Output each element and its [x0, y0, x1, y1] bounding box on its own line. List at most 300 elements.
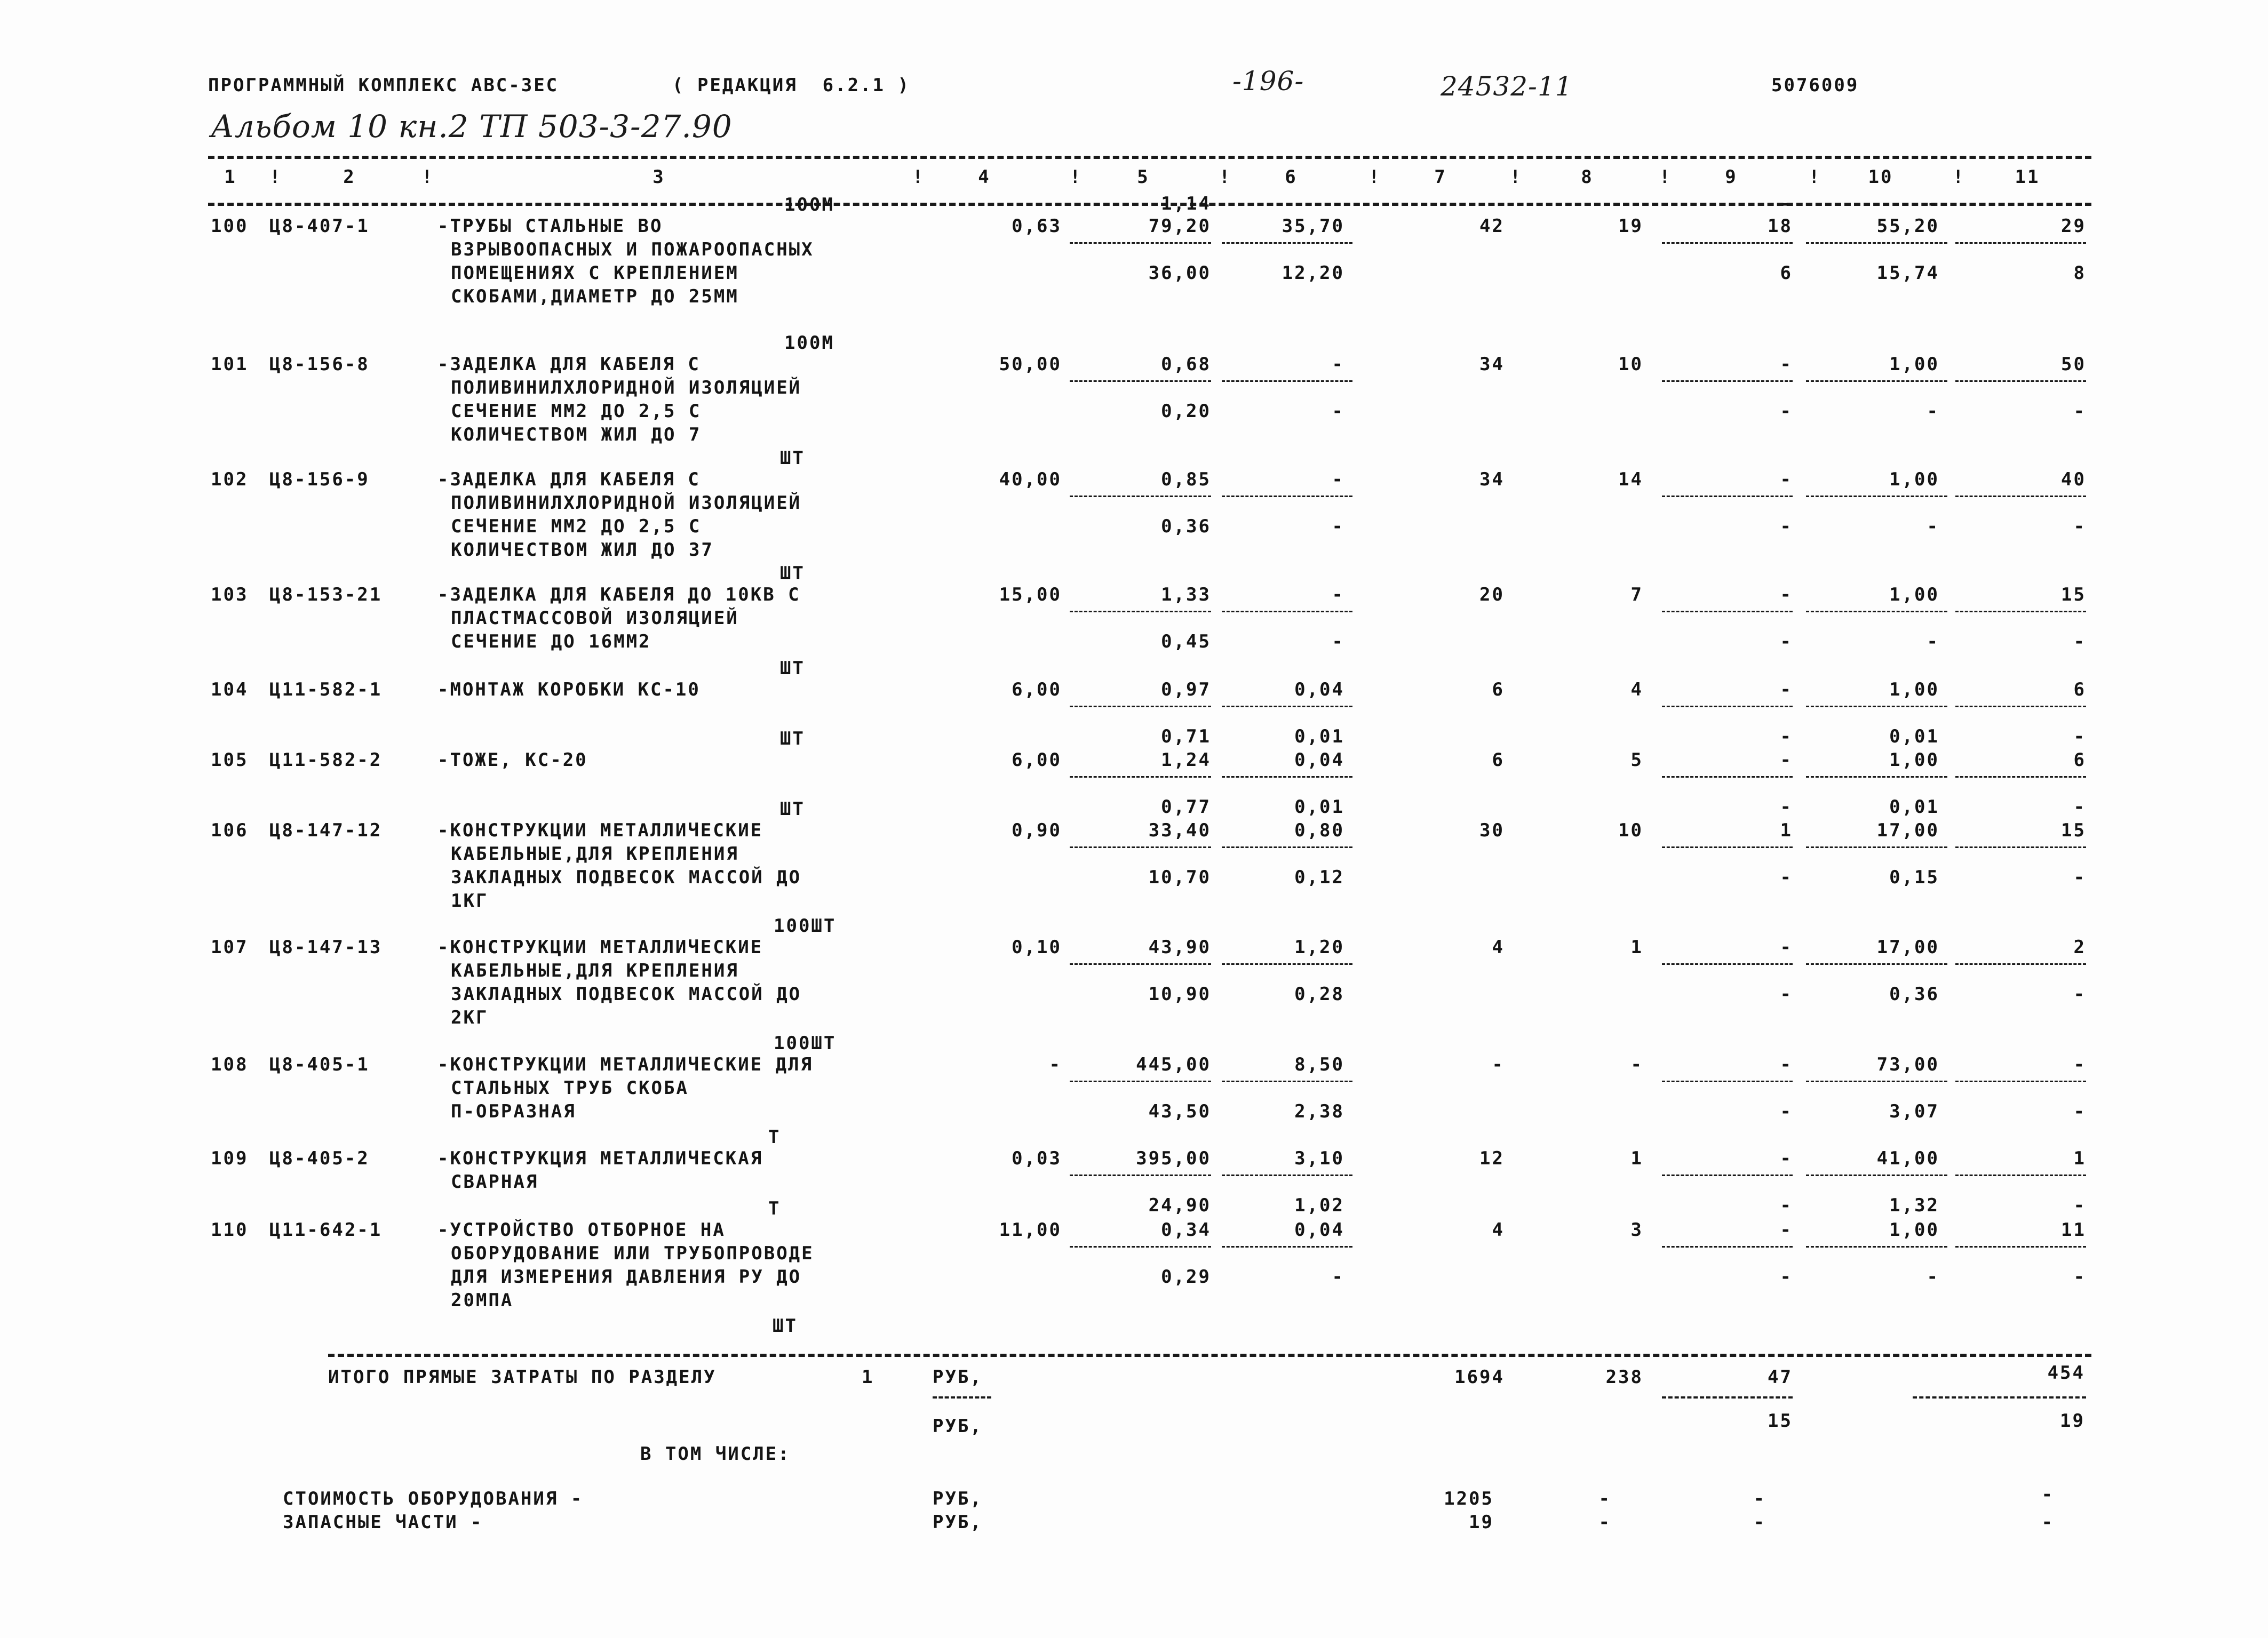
table-row-109-col11-rule [1955, 1174, 2086, 1176]
table-row-101-col4: 50,00 [999, 354, 1062, 375]
table-row-104-col6-rule [1222, 706, 1352, 707]
equipment-col8: - [1598, 1488, 1611, 1509]
table-row-106-col4: 0,90 [1012, 820, 1062, 841]
table-row-109-number: 109 [211, 1148, 249, 1169]
column-separator: ! [421, 166, 434, 188]
table-row-101-description: КОЛИЧЕСТВОМ ЖИЛ ДО 7 [451, 424, 702, 445]
table-row-103-col5-bottom: 0,45 [1161, 631, 1211, 652]
table-row-104-col9-bottom: - [1780, 726, 1793, 747]
table-row-106-col10-rule [1806, 846, 1947, 848]
table-row-108-col6-bottom: 2,38 [1294, 1101, 1344, 1122]
table-row-102-col11-bottom: - [2073, 516, 2086, 537]
table-row-104-col10-top: 1,00 [1889, 679, 1939, 700]
table-row-108-col9-rule [1662, 1081, 1793, 1082]
table-row-105-description: -ТОЖЕ, КС-20 [437, 749, 588, 771]
table-row-110-col11-bottom: - [2073, 1266, 2086, 1288]
table-row-109-col6-top: 3,10 [1294, 1148, 1344, 1169]
table-row-110-col7: 4 [1492, 1219, 1505, 1241]
table-row-100-col6-rule [1222, 242, 1352, 244]
table-row-106-col11-rule [1955, 846, 2086, 848]
table-row-102-col6-bottom: - [1332, 516, 1344, 537]
table-row-103-col9-top: - [1780, 584, 1793, 605]
table-row-106-code: Ц8-147-12 [269, 820, 383, 841]
table-row-100-description: СКОБАМИ,ДИАМЕТР ДО 25ММ [451, 286, 739, 307]
table-row-110-col10-bottom: - [1927, 1266, 1939, 1288]
table-row-102-description: КОЛИЧЕСТВОМ ЖИЛ ДО 37 [451, 539, 714, 561]
table-row-104-description: -МОНТАЖ КОРОБКИ КС-10 [437, 679, 701, 700]
table-row-108-col9-top: - [1780, 1054, 1793, 1075]
table-row-100-col5-rule [1070, 242, 1211, 244]
table-row-102-number: 102 [211, 469, 249, 490]
table-row-100-col5-bottom: 36,00 [1148, 262, 1211, 284]
table-row-102-unit: ШТ [780, 448, 805, 469]
table-row-110-col9-rule [1662, 1246, 1793, 1248]
table-row-106-col5-bottom: 10,70 [1148, 867, 1211, 888]
table-row-107-description: ЗАКЛАДНЫХ ПОДВЕСОК МАССОЙ ДО [451, 984, 802, 1005]
table-row-102-col6-top: - [1332, 469, 1344, 490]
table-row-102-col10-top: 1,00 [1889, 469, 1939, 490]
table-row-104-col11-top: 6 [2073, 679, 2086, 700]
table-row-100-unit: 100М [784, 194, 834, 215]
table-row-103-description: ПЛАСТМАССОВОЙ ИЗОЛЯЦИЕЙ [451, 608, 739, 629]
column-header-1: 1 [224, 166, 237, 188]
table-row-105-unit: ШТ [780, 728, 805, 749]
edition: ( РЕДАКЦИЯ 6.2.1 ) [672, 75, 910, 96]
column-header-6: 6 [1285, 166, 1298, 188]
table-row-101-col5-bottom: 0,20 [1161, 401, 1211, 422]
program-name: ПРОГРАММНЫЙ КОМПЛЕКС АВС-3ЕС [208, 75, 559, 96]
table-row-109-col4: 0,03 [1012, 1148, 1062, 1169]
table-row-100-col11-bottom: 8 [2073, 262, 2086, 284]
table-row-105-col6-top: 0,04 [1294, 749, 1344, 771]
table-row-108-code: Ц8-405-1 [269, 1054, 370, 1075]
table-row-110-col8: 3 [1630, 1219, 1643, 1241]
table-row-102-description: -ЗАДЕЛКА ДЛЯ КАБЕЛЯ С [437, 469, 701, 490]
table-row-102-col5-rule [1070, 496, 1211, 497]
table-row-101-col9-top: - [1780, 354, 1793, 375]
table-row-104-col8: 4 [1630, 679, 1643, 700]
table-row-107-col11-rule [1955, 963, 2086, 965]
table-row-103-col6-top: - [1332, 584, 1344, 605]
table-row-110-col10-rule [1806, 1246, 1947, 1248]
table-row-101-col10-bottom: - [1927, 401, 1939, 422]
table-row-100-col6-top: 35,70 [1282, 215, 1344, 237]
table-row-106-col10-bottom: 0,15 [1889, 867, 1939, 888]
table-row-103-col7: 20 [1479, 584, 1505, 605]
table-row-107-col5-bottom: 10,90 [1148, 984, 1211, 1005]
table-row-106-col11-top: 15 [2061, 820, 2086, 841]
table-row-100-col10-rule [1806, 242, 1947, 244]
table-row-103-col6-bottom: - [1332, 631, 1344, 652]
table-row-100-col10-top: 55,20 [1876, 215, 1939, 237]
table-row-101-col8: 10 [1618, 354, 1643, 375]
totals-col11-top: 454 [2047, 1362, 2085, 1384]
table-row-107-code: Ц8-147-13 [269, 937, 383, 958]
table-row-101-col6-bottom: - [1332, 401, 1344, 422]
table-row-102-code: Ц8-156-9 [269, 469, 370, 490]
table-row-107-col5-top: 43,90 [1148, 937, 1211, 958]
table-row-101-description: СЕЧЕНИЕ ММ2 ДО 2,5 С [451, 401, 702, 422]
table-row-106-description: -КОНСТРУКЦИИ МЕТАЛЛИЧЕСКИЕ [437, 820, 763, 841]
table-row-102-description: СЕЧЕНИЕ ММ2 ДО 2,5 С [451, 516, 702, 537]
table-row-106-col7: 30 [1479, 820, 1505, 841]
totals-currency-2: РУБ, [933, 1416, 983, 1437]
table-row-110-description: 20МПА [451, 1290, 514, 1311]
table-row-106-col9-bottom: - [1780, 867, 1793, 888]
equipment-col9: - [1753, 1488, 1766, 1509]
table-row-102-description: ПОЛИВИНИЛХЛОРИДНОЙ ИЗОЛЯЦИЕЙ [451, 492, 802, 514]
table-row-104-col5-top: 0,97 [1161, 679, 1211, 700]
table-row-105-col10-rule [1806, 776, 1947, 778]
table-row-102-col7: 34 [1479, 469, 1505, 490]
table-row-102-col5-top: 0,85 [1161, 469, 1211, 490]
table-row-104-number: 104 [211, 679, 249, 700]
table-row-101-code: Ц8-156-8 [269, 354, 370, 375]
table-row-106-col10-top: 17,00 [1876, 820, 1939, 841]
table-row-100-col11-top: 29 [2061, 215, 2086, 237]
table-row-104-col6-bottom: 0,01 [1294, 726, 1344, 747]
table-row-104-code: Ц11-582-1 [269, 679, 383, 700]
table-row-101-col11-bottom: - [2073, 401, 2086, 422]
totals-label: ИТОГО ПРЯМЫЕ ЗАТРАТЫ ПО РАЗДЕЛУ [328, 1367, 717, 1388]
table-row-108-col5-bottom: 43,50 [1148, 1101, 1211, 1122]
equipment-currency: РУБ, [933, 1488, 983, 1509]
column-header-5: 5 [1137, 166, 1150, 188]
table-row-108-col6-top: 8,50 [1294, 1054, 1344, 1075]
table-row-104-col10-bottom: 0,01 [1889, 726, 1939, 747]
column-separator: ! [1510, 166, 1523, 188]
table-row-107-description: -КОНСТРУКЦИИ МЕТАЛЛИЧЕСКИЕ [437, 937, 763, 958]
table-row-102-col6-rule [1222, 496, 1352, 497]
table-row-101-number: 101 [211, 354, 249, 375]
spares-label: ЗАПАСНЫЕ ЧАСТИ - [283, 1512, 483, 1533]
table-row-101-col6-top: - [1332, 354, 1344, 375]
table-row-103-col10-bottom: - [1927, 631, 1939, 652]
table-row-103-col6-rule [1222, 611, 1352, 612]
spares-currency: РУБ, [933, 1512, 983, 1533]
table-row-103-description: -ЗАДЕЛКА ДЛЯ КАБЕЛЯ ДО 10КВ С [437, 584, 801, 605]
table-row-103-col11-rule [1955, 611, 2086, 612]
table-row-104-col9-rule [1662, 706, 1793, 707]
table-row-110-code: Ц11-642-1 [269, 1219, 383, 1241]
table-row-100-col8: 19 [1618, 215, 1643, 237]
table-row-108-col11-top: - [2073, 1054, 2086, 1075]
table-row-110-description: -УСТРОЙСТВО ОТБОРНОЕ НА [437, 1219, 726, 1241]
table-row-105-col9-bottom: - [1780, 796, 1793, 818]
table-row-105-col6-rule [1222, 776, 1352, 778]
table-row-104-col10-rule [1806, 706, 1947, 707]
table-row-106-description: КАБЕЛЬНЫЕ,ДЛЯ КРЕПЛЕНИЯ [451, 843, 739, 865]
table-row-102-col9-rule [1662, 496, 1793, 497]
table-row-101-description: -ЗАДЕЛКА ДЛЯ КАБЕЛЯ С [437, 354, 701, 375]
table-row-101-col5-rule [1070, 380, 1211, 382]
table-row-108-col7: - [1492, 1054, 1505, 1075]
table-row-108-col10-bottom: 3,07 [1889, 1101, 1939, 1122]
table-row-110-unit: Т [768, 1198, 781, 1219]
table-row-101-col10-top: 1,00 [1889, 354, 1939, 375]
table-row-109-description: -КОНСТРУКЦИЯ МЕТАЛЛИЧЕСКАЯ [437, 1148, 763, 1169]
table-row-110-col4: 11,00 [999, 1219, 1062, 1241]
table-row-107-col4: 0,10 [1012, 937, 1062, 958]
totals-section: 1 [862, 1367, 874, 1388]
table-row-101-col10-rule [1806, 380, 1947, 382]
document-number: 24532-11 [1441, 71, 1573, 102]
table-row-104-col9-top: - [1780, 679, 1793, 700]
table-row-110-col9-bottom: - [1780, 1266, 1793, 1288]
table-row-104-col6-top: 0,04 [1294, 679, 1344, 700]
column-header-2: 2 [343, 166, 356, 188]
table-row-109-col5-top: 395,00 [1136, 1148, 1211, 1169]
table-row-101-description: ПОЛИВИНИЛХЛОРИДНОЙ ИЗОЛЯЦИЕЙ [451, 377, 802, 398]
table-row-108-col9-bottom: - [1780, 1101, 1793, 1122]
table-row-100-col11-top: - [2073, 193, 2086, 214]
table-row-100-number: 100 [211, 215, 249, 237]
table-row-105-col6-bottom: 0,01 [1294, 796, 1344, 818]
table-row-110-col5-rule [1070, 1246, 1211, 1248]
table-row-107-description: КАБЕЛЬНЫЕ,ДЛЯ КРЕПЛЕНИЯ [451, 960, 739, 981]
table-row-106-description: 1КГ [451, 890, 489, 912]
equipment-col11: - [2041, 1484, 2054, 1505]
table-row-101-col9-rule [1662, 380, 1793, 382]
table-row-110-col6-bottom: - [1332, 1266, 1344, 1288]
table-row-109-col5-bottom: 24,90 [1148, 1195, 1211, 1216]
table-row-101-col11-rule [1955, 380, 2086, 382]
table-row-105-col11-rule [1955, 776, 2086, 778]
table-row-103-col9-bottom: - [1780, 631, 1793, 652]
table-row-100-col6-bottom: 12,20 [1282, 262, 1344, 284]
table-row-109-col6-rule [1222, 1174, 1352, 1176]
totals-col11-rule [1913, 1396, 2086, 1399]
table-row-109-unit: Т [768, 1126, 781, 1148]
table-row-107-col7: 4 [1492, 937, 1505, 958]
table-row-108-col10-top: 73,00 [1876, 1054, 1939, 1075]
table-row-100-col11-rule [1955, 242, 2086, 244]
table-row-107-col10-rule [1806, 963, 1947, 965]
table-row-110-col6-top: 0,04 [1294, 1219, 1344, 1241]
table-row-108-description: П-ОБРАЗНАЯ [451, 1101, 576, 1122]
table-row-109-col6-bottom: 1,02 [1294, 1195, 1344, 1216]
table-row-104-col11-rule [1955, 706, 2086, 707]
totals-currency-rule [933, 1396, 991, 1399]
column-separator: ! [1219, 166, 1232, 188]
table-row-107-number: 107 [211, 937, 249, 958]
table-row-102-col5-bottom: 0,36 [1161, 516, 1211, 537]
table-row-103-col4: 15,00 [999, 584, 1062, 605]
totals-rule [328, 1354, 2091, 1357]
spares-col11: - [2041, 1512, 2054, 1533]
table-row-101-unit: 100М [784, 332, 834, 354]
table-row-100-col9-top: - [1780, 193, 1793, 214]
table-row-100-col4: 0,63 [1012, 215, 1062, 237]
table-row-105-col5-rule [1070, 776, 1211, 778]
table-row-100-col9-bottom: 6 [1780, 262, 1793, 284]
table-row-102-col11-top: 40 [2061, 469, 2086, 490]
table-row-105-col11-top: 6 [2073, 749, 2086, 771]
table-row-100-col10-top: - [1927, 193, 1939, 214]
table-row-105-col7: 6 [1492, 749, 1505, 771]
table-row-101-col6-rule [1222, 380, 1352, 382]
column-header-10: 10 [1868, 166, 1893, 188]
table-row-103-col11-top: 15 [2061, 584, 2086, 605]
table-row-107-col10-bottom: 0,36 [1889, 984, 1939, 1005]
table-row-108-unit: 100ШТ [774, 1033, 837, 1054]
table-row-102-col4: 40,00 [999, 469, 1062, 490]
table-row-110-description: ДЛЯ ИЗМЕРЕНИЯ ДАВЛЕНИЯ РУ ДО [451, 1266, 802, 1288]
table-row-110-col9-top: - [1780, 1219, 1793, 1241]
album-reference: Альбом 10 кн.2 ТП 503-3-27.90 [211, 108, 733, 145]
table-row-100-description: ВЗРЫВООПАСНЫХ И ПОЖАРООПАСНЫХ [451, 239, 814, 260]
table-row-110-col10-top: 1,00 [1889, 1219, 1939, 1241]
table-row-106-col5-top: 33,40 [1148, 820, 1211, 841]
table-row-103-col11-bottom: - [2073, 631, 2086, 652]
column-separator: ! [1809, 166, 1821, 188]
equipment-col7: 1205 [1444, 1488, 1494, 1509]
table-row-105-col9-rule [1662, 776, 1793, 778]
table-row-104-col11-bottom: - [2073, 726, 2086, 747]
table-row-109-col5-rule [1070, 1174, 1211, 1176]
column-header-11: 11 [2015, 166, 2040, 188]
table-row-102-col10-bottom: - [1927, 516, 1939, 537]
table-row-105-number: 105 [211, 749, 249, 771]
table-row-107-col5-rule [1070, 963, 1211, 965]
including-label: В ТОМ ЧИСЛЕ: [640, 1443, 791, 1465]
column-header-8: 8 [1581, 166, 1594, 188]
totals-col7: 1694 [1454, 1367, 1505, 1388]
column-separator: ! [1368, 166, 1381, 188]
table-row-109-col8: 1 [1630, 1148, 1643, 1169]
table-row-108-col4: - [1049, 1054, 1062, 1075]
table-row-105-col4: 6,00 [1012, 749, 1062, 771]
column-header-4: 4 [978, 166, 991, 188]
table-row-106-col6-rule [1222, 846, 1352, 848]
table-row-107-col8: 1 [1630, 937, 1643, 958]
table-row-109-col11-bottom: - [2073, 1195, 2086, 1216]
table-row-107-col6-bottom: 0,28 [1294, 984, 1344, 1005]
table-row-107-col9-top: - [1780, 937, 1793, 958]
table-row-106-col5-rule [1070, 846, 1211, 848]
column-separator: ! [1953, 166, 1965, 188]
table-row-100-col9-rule [1662, 242, 1793, 244]
table-row-109-code: Ц8-405-2 [269, 1148, 370, 1169]
table-row-100-code: Ц8-407-1 [269, 215, 370, 237]
table-row-108-number: 108 [211, 1054, 249, 1075]
table-row-109-col11-top: 1 [2073, 1148, 2086, 1169]
table-row-105-col11-bottom: - [2073, 796, 2086, 818]
table-row-109-col10-rule [1806, 1174, 1947, 1176]
table-row-102-col11-rule [1955, 496, 2086, 497]
table-row-109-col10-bottom: 1,32 [1889, 1195, 1939, 1216]
table-row-106-col11-bottom: - [2073, 867, 2086, 888]
table-row-102-col9-top: - [1780, 469, 1793, 490]
table-row-103-col8: 7 [1630, 584, 1643, 605]
spares-col7: 19 [1469, 1512, 1494, 1533]
table-row-102-col9-bottom: - [1780, 516, 1793, 537]
table-row-110-col11-top: 11 [2061, 1219, 2086, 1241]
table-row-110-number: 110 [211, 1219, 249, 1241]
totals-currency-1: РУБ, [933, 1367, 983, 1388]
column-header-3: 3 [652, 166, 665, 188]
column-separator: ! [269, 166, 282, 188]
table-row-104-col5-bottom: 0,71 [1161, 726, 1211, 747]
document-code: 5076009 [1771, 75, 1859, 96]
column-separator: ! [1659, 166, 1672, 188]
table-row-109-col9-top: - [1780, 1148, 1793, 1169]
table-row-109-col9-bottom: - [1780, 1195, 1793, 1216]
table-row-104-col7: 6 [1492, 679, 1505, 700]
column-separator: ! [1070, 166, 1083, 188]
table-row-104-unit: ШТ [780, 658, 805, 679]
table-row-107-col6-top: 1,20 [1294, 937, 1344, 958]
totals-col11-bottom: 19 [2060, 1410, 2085, 1432]
table-row-100-col6-top: - [1332, 193, 1344, 214]
table-row-103-col10-rule [1806, 611, 1947, 612]
table-row-101-col11-top: 50 [2061, 354, 2086, 375]
table-row-100-col5-top: 1,14 [1161, 193, 1211, 214]
table-row-103-unit: ШТ [780, 563, 805, 584]
equipment-label: СТОИМОСТЬ ОБОРУДОВАНИЯ - [283, 1488, 584, 1509]
table-row-100-col7: 42 [1479, 215, 1505, 237]
table-row-100-col10-bottom: 15,74 [1876, 262, 1939, 284]
table-row-106-col9-rule [1662, 846, 1793, 848]
table-row-107-col6-rule [1222, 963, 1352, 965]
table-row-104-col5-rule [1070, 706, 1211, 707]
table-row-107-col9-bottom: - [1780, 984, 1793, 1005]
table-row-103-description: СЕЧЕНИЕ ДО 16ММ2 [451, 631, 651, 652]
table-row-108-col11-bottom: - [2073, 1101, 2086, 1122]
table-row-110-col5-top: 0,34 [1161, 1219, 1211, 1241]
table-row-101-col9-bottom: - [1780, 401, 1793, 422]
table-row-101-col5-top: 0,68 [1161, 354, 1211, 375]
table-row-108-col8: - [1630, 1054, 1643, 1075]
table-row-103-code: Ц8-153-21 [269, 584, 383, 605]
table-row-108-col6-rule [1222, 1081, 1352, 1082]
table-row-106-number: 106 [211, 820, 249, 841]
table-row-106-col8: 10 [1618, 820, 1643, 841]
table-row-109-col9-rule [1662, 1174, 1793, 1176]
table-row-105-col5-bottom: 0,77 [1161, 796, 1211, 818]
table-row-105-code: Ц11-582-2 [269, 749, 383, 771]
column-header-9: 9 [1725, 166, 1738, 188]
table-row-103-col9-rule [1662, 611, 1793, 612]
table-row-105-col10-top: 1,00 [1889, 749, 1939, 771]
table-row-106-col9-top: 1 [1780, 820, 1793, 841]
trailing-unit: ШТ [773, 1315, 798, 1337]
table-row-105-col10-bottom: 0,01 [1889, 796, 1939, 818]
spares-col8: - [1598, 1512, 1611, 1533]
header-rule-top [208, 156, 2091, 159]
column-header-7: 7 [1434, 166, 1447, 188]
table-row-100-col5-top: 79,20 [1148, 215, 1211, 237]
spares-col9: - [1753, 1512, 1766, 1533]
totals-col9-top: 47 [1768, 1367, 1793, 1388]
table-row-103-col5-top: 1,33 [1161, 584, 1211, 605]
totals-col9-bottom: 15 [1768, 1410, 1793, 1432]
table-row-108-description: СТАЛЬНЫХ ТРУБ СКОБА [451, 1077, 689, 1099]
table-row-107-col11-bottom: - [2073, 984, 2086, 1005]
table-row-108-col11-rule [1955, 1081, 2086, 1082]
totals-col9-rule [1662, 1396, 1793, 1399]
table-row-105-col8: 5 [1630, 749, 1643, 771]
table-row-110-col6-rule [1222, 1246, 1352, 1248]
table-row-108-col5-top: 445,00 [1136, 1054, 1211, 1075]
table-row-104-col4: 6,00 [1012, 679, 1062, 700]
page-number: -196- [1232, 66, 1304, 97]
table-row-107-col11-top: 2 [2073, 937, 2086, 958]
table-row-106-col6-top: 0,80 [1294, 820, 1344, 841]
table-row-100-description: ПОМЕЩЕНИЯХ С КРЕПЛЕНИЕМ [451, 262, 739, 284]
table-row-103-col10-top: 1,00 [1889, 584, 1939, 605]
table-row-103-number: 103 [211, 584, 249, 605]
